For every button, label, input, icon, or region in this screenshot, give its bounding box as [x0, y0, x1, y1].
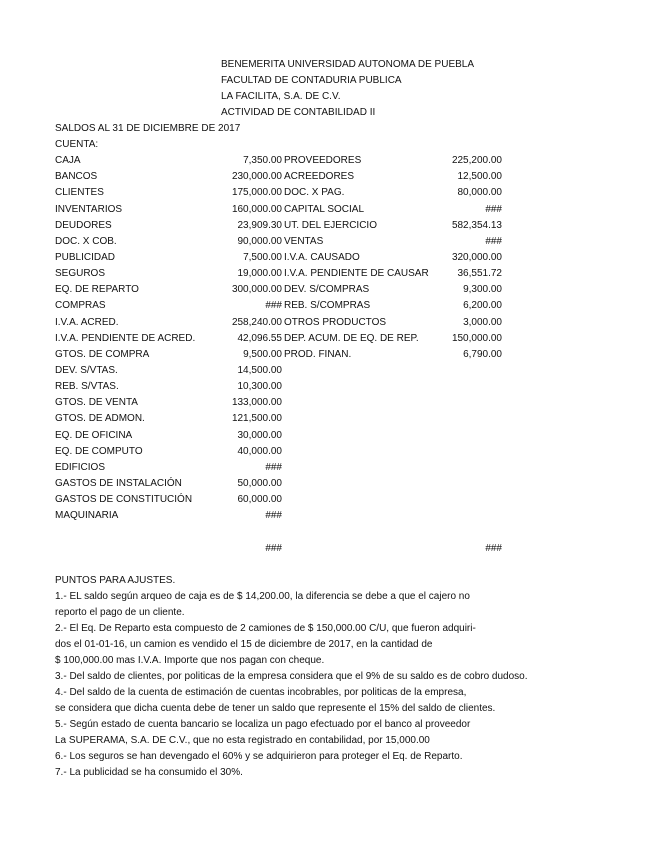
right-account-name: DOC. X PAG.	[284, 187, 345, 198]
right-account-name: PROD. FINAN.	[284, 349, 352, 360]
left-account-value: 7,350.00	[243, 155, 282, 166]
left-account-value: 30,000.00	[237, 430, 282, 441]
left-account-value: 10,300.00	[237, 381, 282, 392]
right-account-value: 12,500.00	[457, 171, 502, 182]
ajustes-title: PUNTOS PARA AJUSTES.	[55, 575, 176, 586]
ajuste-line: 4.- Del saldo de la cuenta de estimación de cuentas incobrables, por politicas de la empresa,	[55, 687, 467, 698]
right-account-value: 582,354.13	[451, 220, 502, 231]
left-account-value: 42,096.55	[237, 333, 282, 344]
left-account-value: 121,500.00	[231, 413, 282, 424]
right-account-value: 320,000.00	[451, 252, 502, 263]
header-university: BENEMERITA UNIVERSIDAD AUTONOMA DE PUEBLA	[221, 59, 475, 70]
left-account-value: 60,000.00	[237, 494, 282, 505]
header-activity: ACTIVIDAD DE CONTABILIDAD II	[221, 107, 376, 118]
ajuste-line: dos el 01-01-16, un camion es vendido el 15 de diciembre de 2017, en la cantidad de	[55, 639, 433, 650]
left-account-value: 19,000.00	[237, 268, 282, 279]
left-account-value: 50,000.00	[237, 478, 282, 489]
ajuste-line: 2.- El Eq. De Reparto esta compuesto de 2 camiones de $ 150,000.00 C/U, que fueron adquiri-	[55, 623, 476, 634]
left-account-name: PUBLICIDAD	[55, 252, 116, 263]
left-account-name: EQ. DE OFICINA	[55, 430, 133, 441]
total-left: ###	[265, 543, 282, 554]
left-account-name: EQ. DE COMPUTO	[55, 446, 143, 457]
total-right: ###	[485, 543, 502, 554]
cuenta-label: CUENTA:	[55, 139, 99, 150]
right-account-name: PROVEEDORES	[284, 155, 362, 166]
ajuste-line: se considera que dicha cuenta debe de tener un saldo que represente el 15% del saldo de clientes.	[55, 703, 496, 714]
left-account-value: 175,000.00	[231, 187, 282, 198]
ajuste-line: $ 100,000.00 mas I.V.A. Importe que nos pagan con cheque.	[55, 655, 325, 666]
left-account-name: CAJA	[55, 155, 81, 166]
left-account-value: 9,500.00	[243, 349, 282, 360]
left-account-name: MAQUINARIA	[55, 510, 119, 521]
ajuste-line: La SUPERAMA, S.A. DE C.V., que no esta registrado en contabilidad, por 15,000.00	[55, 735, 430, 746]
left-account-name: GASTOS DE INSTALACIÓN	[55, 478, 182, 489]
left-account-name: COMPRAS	[55, 300, 106, 311]
right-account-value: 3,000.00	[463, 317, 502, 328]
left-account-name: I.V.A. PENDIENTE DE ACRED.	[55, 333, 196, 344]
left-account-value: 7,500.00	[243, 252, 282, 263]
left-account-name: DEV. S/VTAS.	[55, 365, 118, 376]
ajuste-line: 6.- Los seguros se han devengado el 60% y se adquirieron para proteger el Eq. de Reparto.	[55, 751, 463, 762]
left-account-value: ###	[265, 300, 282, 311]
left-account-value: ###	[265, 462, 282, 473]
ajuste-line: 3.- Del saldo de clientes, por politicas de la empresa considera que el 9% de su saldo es de cobro dudoso.	[55, 671, 528, 682]
left-account-name: REB. S/VTAS.	[55, 381, 119, 392]
right-account-value: 36,551.72	[457, 268, 502, 279]
right-account-value: ###	[485, 236, 502, 247]
left-account-name: GTOS. DE VENTA	[55, 397, 138, 408]
left-account-name: SEGUROS	[55, 268, 106, 279]
ajuste-line: 5.- Según estado de cuenta bancario se localiza un pago efectuado por el banco al proveedor	[55, 719, 471, 730]
left-account-name: DEUDORES	[55, 220, 112, 231]
left-account-name: GASTOS DE CONSTITUCIÓN	[55, 494, 193, 505]
right-account-name: I.V.A. PENDIENTE DE CAUSAR	[284, 268, 429, 279]
left-account-name: BANCOS	[55, 171, 98, 182]
right-account-name: VENTAS	[284, 236, 324, 247]
right-account-value: 6,200.00	[463, 300, 502, 311]
right-account-name: OTROS PRODUCTOS	[284, 317, 387, 328]
left-account-name: GTOS. DE ADMON.	[55, 413, 145, 424]
header-company: LA FACILITA, S.A. DE C.V.	[221, 91, 341, 102]
right-account-value: ###	[485, 204, 502, 215]
left-account-name: EDIFICIOS	[55, 462, 106, 473]
header-faculty: FACULTAD DE CONTADURIA PUBLICA	[221, 75, 402, 86]
left-account-name: INVENTARIOS	[55, 204, 123, 215]
left-account-value: 90,000.00	[237, 236, 282, 247]
left-account-value: 14,500.00	[237, 365, 282, 376]
left-account-name: EQ. DE REPARTO	[55, 284, 139, 295]
right-account-name: UT. DEL EJERCICIO	[284, 220, 377, 231]
right-account-name: CAPITAL SOCIAL	[284, 204, 365, 215]
right-account-value: 80,000.00	[457, 187, 502, 198]
ajuste-line: reporto el pago de un cliente.	[55, 607, 185, 618]
right-account-value: 150,000.00	[451, 333, 502, 344]
right-account-value: 225,200.00	[451, 155, 502, 166]
left-account-value: 40,000.00	[237, 446, 282, 457]
right-account-name: DEP. ACUM. DE EQ. DE REP.	[284, 333, 419, 344]
right-account-name: ACREEDORES	[284, 171, 355, 182]
left-account-value: 230,000.00	[231, 171, 282, 182]
right-account-value: 9,300.00	[463, 284, 502, 295]
left-account-name: CLIENTES	[55, 187, 104, 198]
left-account-value: 133,000.00	[231, 397, 282, 408]
left-account-value: 300,000.00	[231, 284, 282, 295]
left-account-name: GTOS. DE COMPRA	[55, 349, 150, 360]
left-account-value: 160,000.00	[231, 204, 282, 215]
left-account-name: I.V.A. ACRED.	[55, 317, 119, 328]
right-account-name: DEV. S/COMPRAS	[284, 284, 370, 295]
left-account-name: DOC. X COB.	[55, 236, 117, 247]
right-account-name: I.V.A. CAUSADO	[284, 252, 360, 263]
right-account-name: REB. S/COMPRAS	[284, 300, 371, 311]
left-account-value: 23,909.30	[237, 220, 282, 231]
ajuste-line: 7.- La publicidad se ha consumido el 30%.	[55, 767, 243, 778]
left-account-value: 258,240.00	[231, 317, 282, 328]
saldos-title: SALDOS AL 31 DE DICIEMBRE DE 2017	[55, 123, 241, 134]
right-account-value: 6,790.00	[463, 349, 502, 360]
ajuste-line: 1.- EL saldo según arqueo de caja es de $ 14,200.00, la diferencia se debe a que el cajero no	[55, 591, 470, 602]
left-account-value: ###	[265, 510, 282, 521]
